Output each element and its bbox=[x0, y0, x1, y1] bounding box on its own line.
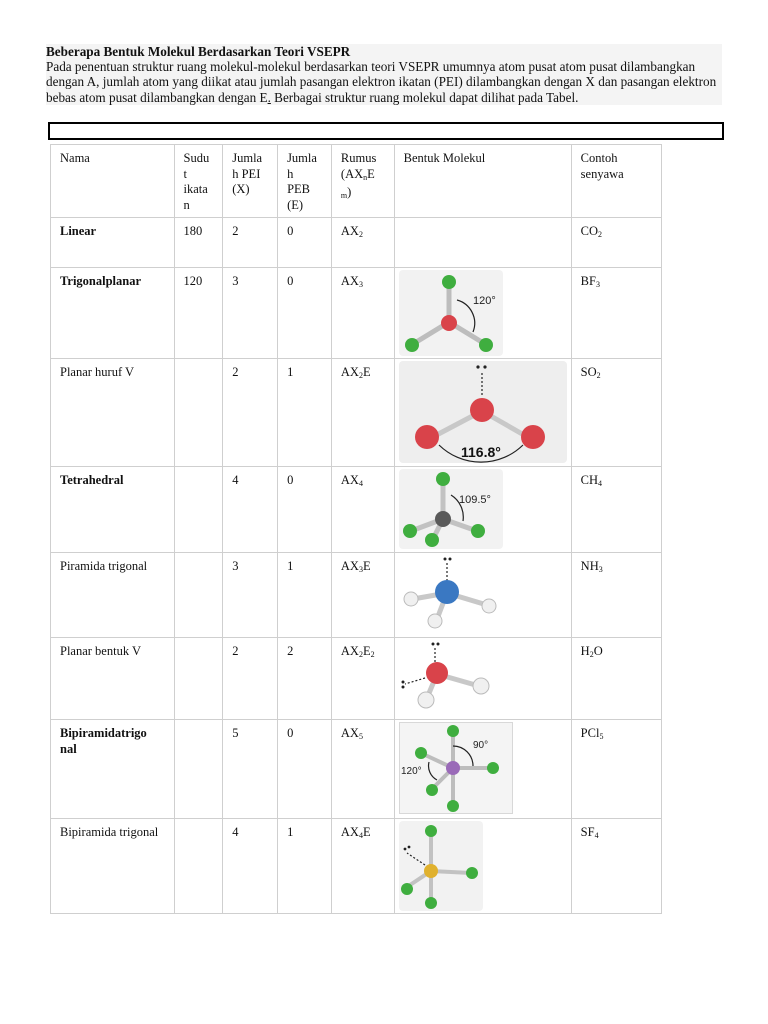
vsepr-table bbox=[50, 144, 662, 914]
angle-label-116-8: 116.8° bbox=[460, 444, 501, 460]
central-atom bbox=[435, 580, 459, 604]
row-name: Linear bbox=[51, 218, 175, 268]
hydrogen-atom bbox=[473, 678, 489, 694]
header-example: Contoh senyawa bbox=[571, 145, 661, 218]
table-header-row bbox=[51, 145, 662, 218]
angle-label-120: 120° bbox=[472, 295, 496, 307]
ligand-atom bbox=[415, 747, 427, 759]
header-angle: Sudu t ikata n bbox=[174, 145, 223, 218]
table-row bbox=[51, 218, 662, 268]
row-pei: 3 bbox=[223, 553, 278, 638]
central-atom bbox=[426, 662, 448, 684]
trigonal-planar-molecule-image bbox=[399, 270, 503, 356]
row-formula: $AX_3$ bbox=[331, 268, 394, 359]
row-name: Trigonalplanar bbox=[51, 268, 175, 359]
row-pei: 4 bbox=[223, 467, 278, 553]
row-pei: 2 bbox=[223, 218, 278, 268]
row-peb: 2 bbox=[278, 638, 332, 720]
ligand-atom bbox=[487, 762, 499, 774]
row-example: $NH_3$ bbox=[571, 553, 661, 638]
row-name: Piramida trigonal bbox=[51, 553, 175, 638]
row-shape bbox=[394, 467, 571, 553]
central-atom bbox=[424, 864, 438, 878]
central-atom bbox=[435, 511, 451, 527]
angle-label-90: 90° bbox=[472, 740, 488, 751]
row-angle bbox=[174, 553, 223, 638]
row-shape bbox=[394, 218, 571, 268]
empty-box-bar bbox=[48, 122, 724, 140]
row-pei: 3 bbox=[223, 268, 278, 359]
header-peb: Jumla h PEB (E) bbox=[278, 145, 332, 218]
table-row bbox=[51, 268, 662, 359]
ligand-atom bbox=[425, 825, 437, 837]
row-example: PCl$_5$ bbox=[571, 720, 661, 819]
row-formula: $AX_5$ bbox=[331, 720, 394, 819]
row-name: Tetrahedral bbox=[51, 467, 175, 553]
row-peb: 0 bbox=[278, 720, 332, 819]
row-formula: $AX_4$ bbox=[331, 467, 394, 553]
row-peb: 0 bbox=[278, 218, 332, 268]
ligand-atom bbox=[425, 533, 439, 547]
hydrogen-atom bbox=[482, 599, 496, 613]
row-peb: 0 bbox=[278, 467, 332, 553]
row-example: $H_2O$ bbox=[571, 638, 661, 720]
table-row bbox=[51, 467, 662, 553]
row-angle bbox=[174, 720, 223, 819]
central-atom bbox=[446, 761, 460, 775]
ligand-atom bbox=[426, 784, 438, 796]
intro-title: Beberapa Bentuk Molekul Berdasarkan Teori VSEPR bbox=[46, 44, 351, 59]
ligand-atom bbox=[401, 883, 413, 895]
row-example: $BF_3$ bbox=[571, 268, 661, 359]
ligand-atom bbox=[479, 338, 493, 352]
ligand-atom bbox=[442, 275, 456, 289]
row-angle: 180 bbox=[174, 218, 223, 268]
ligand-atom bbox=[447, 800, 459, 812]
hydrogen-atom bbox=[418, 692, 434, 708]
row-peb: 1 bbox=[278, 553, 332, 638]
row-name: Planar huruf V bbox=[51, 359, 175, 467]
hydrogen-atom bbox=[428, 614, 442, 628]
row-example: $CO_2$ bbox=[571, 218, 661, 268]
intro-paragraph-dot: . bbox=[267, 89, 271, 105]
row-formula: $AX_2$ bbox=[331, 218, 394, 268]
row-angle bbox=[174, 819, 223, 914]
angle-label-120-bipyramid: 120° bbox=[400, 766, 422, 777]
header-shape: Bentuk Molekul bbox=[394, 145, 571, 218]
oxygen-atom bbox=[415, 425, 439, 449]
trigonal-pyramidal-molecule-image bbox=[399, 555, 509, 635]
row-angle bbox=[174, 638, 223, 720]
trigonal-bipyramidal-molecule-image bbox=[399, 722, 513, 814]
bent-water-molecule-image bbox=[399, 640, 499, 716]
row-name: Bipiramidatrigo nal bbox=[51, 720, 175, 819]
ligand-atom bbox=[405, 338, 419, 352]
intro-section bbox=[46, 44, 722, 105]
row-formula: $AX_3E$ bbox=[331, 553, 394, 638]
row-formula: $AX_4E$ bbox=[331, 819, 394, 914]
seesaw-molecule-image bbox=[399, 821, 483, 911]
table-row bbox=[51, 359, 662, 467]
row-peb: 1 bbox=[278, 819, 332, 914]
ligand-atom bbox=[436, 472, 450, 486]
row-formula: $AX_2E_2$ bbox=[331, 638, 394, 720]
intro-paragraph bbox=[46, 59, 722, 105]
header-formula: Rumus ($AX_nE$ $_m$) bbox=[331, 145, 394, 218]
intro-paragraph-b: Berbagai struktur ruang molekul dapat dilihat pada Tabel. bbox=[270, 89, 579, 105]
central-atom bbox=[470, 398, 494, 422]
row-pei: 4 bbox=[223, 819, 278, 914]
row-shape bbox=[394, 819, 571, 914]
bent-so2-molecule-image bbox=[399, 361, 567, 463]
row-name: Bipiramida trigonal bbox=[51, 819, 175, 914]
ligand-atom bbox=[466, 867, 478, 879]
row-name: Planar bentuk V bbox=[51, 638, 175, 720]
header-pei: Jumla h PEI (X) bbox=[223, 145, 278, 218]
row-shape bbox=[394, 553, 571, 638]
row-example: $SF_4$ bbox=[571, 819, 661, 914]
table-row bbox=[51, 638, 662, 720]
table-row bbox=[51, 553, 662, 638]
ligand-atom bbox=[447, 725, 459, 737]
row-shape bbox=[394, 638, 571, 720]
central-atom bbox=[441, 315, 457, 331]
tetrahedral-molecule-image bbox=[399, 469, 503, 549]
row-shape bbox=[394, 359, 571, 467]
table-row bbox=[51, 819, 662, 914]
oxygen-atom bbox=[521, 425, 545, 449]
angle-label-109-5: 109.5° bbox=[458, 494, 491, 506]
row-shape bbox=[394, 720, 571, 819]
row-angle bbox=[174, 467, 223, 553]
header-name: Nama bbox=[51, 145, 175, 218]
row-pei: 5 bbox=[223, 720, 278, 819]
hydrogen-atom bbox=[404, 592, 418, 606]
row-peb: 1 bbox=[278, 359, 332, 467]
intro-paragraph-a: Pada penentuan struktur ruang molekul-molekul berdasarkan teori VSEPR umumnya atom pusat atom pusat dilambangkan dengan A, jumlah atom yang diikat atau jumlah pasangan elektron ikatan (PEI) dilambangkan dengan X dan pasangan elektron bebas atom pusat dilambangkan dengan E bbox=[46, 59, 717, 105]
row-example: $CH_4$ bbox=[571, 467, 661, 553]
row-pei: 2 bbox=[223, 359, 278, 467]
row-shape bbox=[394, 268, 571, 359]
row-formula: $AX_2E$ bbox=[331, 359, 394, 467]
row-example: $SO_2$ bbox=[571, 359, 661, 467]
ligand-atom bbox=[471, 524, 485, 538]
ligand-atom bbox=[425, 897, 437, 909]
ligand-atom bbox=[403, 524, 417, 538]
row-pei: 2 bbox=[223, 638, 278, 720]
row-angle: 120 bbox=[174, 268, 223, 359]
table-row bbox=[51, 720, 662, 819]
row-peb: 0 bbox=[278, 268, 332, 359]
row-angle bbox=[174, 359, 223, 467]
